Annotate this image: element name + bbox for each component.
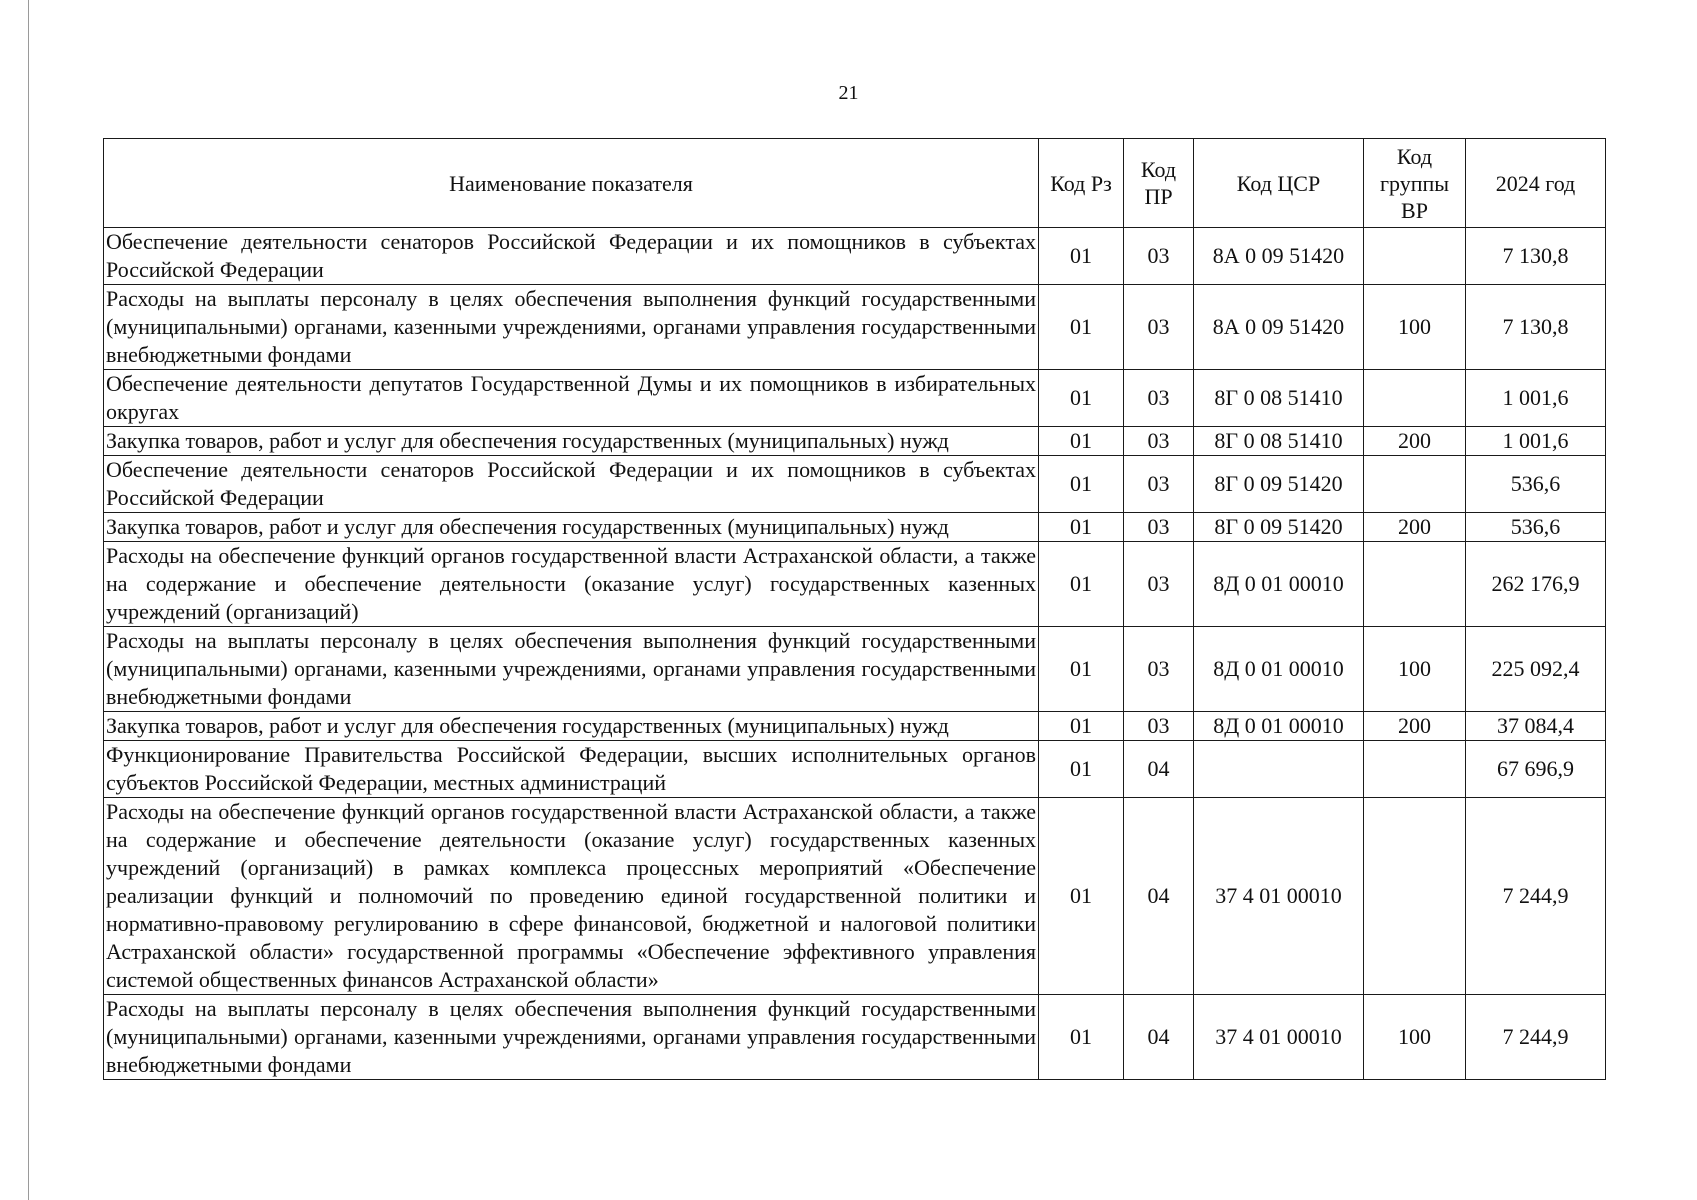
row-rz: 01 xyxy=(1039,513,1124,542)
row-pr: 03 xyxy=(1124,370,1194,427)
row-pr: 03 xyxy=(1124,627,1194,712)
row-pr: 03 xyxy=(1124,712,1194,741)
row-csr: 8Г 0 09 51420 xyxy=(1194,456,1364,513)
row-pr: 03 xyxy=(1124,542,1194,627)
row-vr xyxy=(1364,370,1466,427)
row-amount: 1 001,6 xyxy=(1466,427,1606,456)
budget-table xyxy=(103,138,1606,1080)
row-rz: 01 xyxy=(1039,285,1124,370)
row-rz: 01 xyxy=(1039,542,1124,627)
table-row xyxy=(104,798,1606,995)
row-vr xyxy=(1364,456,1466,513)
row-name: Обеспечение деятельности сенаторов Российской Федерации и их помощников в субъектах Российской Федерации xyxy=(104,228,1039,285)
row-pr: 04 xyxy=(1124,995,1194,1080)
row-vr xyxy=(1364,798,1466,995)
table-header-row xyxy=(104,139,1606,228)
row-pr: 03 xyxy=(1124,285,1194,370)
page-number: 21 xyxy=(838,82,859,104)
row-name: Закупка товаров, работ и услуг для обеспечения государственных (муниципальных) нужд xyxy=(104,712,1039,741)
row-amount: 7 130,8 xyxy=(1466,228,1606,285)
row-pr: 03 xyxy=(1124,513,1194,542)
table-row xyxy=(104,370,1606,427)
header-pr: Код ПР xyxy=(1124,139,1194,228)
row-amount: 1 001,6 xyxy=(1466,370,1606,427)
row-amount: 7 130,8 xyxy=(1466,285,1606,370)
row-name: Расходы на обеспечение функций органов государственной власти Астраханской области, а также на содержание и обеспечение деятельности (оказание услуг) государственных казенных учреждений (организаций) в рамках комплекса процессных мероприятий «Обеспечение реализации функций и полномочий по проведению единой государственной политики и нормативно-правовому регулированию в сфере финансовой, бюджетной и налоговой политики Астраханской области» государственной программы «Обеспечение эффективного управления системой общественных финансов Астраханской области» xyxy=(104,798,1039,995)
row-name: Функционирование Правительства Российской Федерации, высших исполнительных органов субъектов Российской Федерации, местных администраций xyxy=(104,741,1039,798)
row-vr: 100 xyxy=(1364,285,1466,370)
row-name: Расходы на обеспечение функций органов государственной власти Астраханской области, а также на содержание и обеспечение деятельности (оказание услуг) государственных казенных учреждений (организаций) xyxy=(104,542,1039,627)
row-csr: 8Г 0 08 51410 xyxy=(1194,370,1364,427)
row-pr: 03 xyxy=(1124,456,1194,513)
row-amount: 262 176,9 xyxy=(1466,542,1606,627)
row-csr: 8А 0 09 51420 xyxy=(1194,285,1364,370)
row-name: Закупка товаров, работ и услуг для обеспечения государственных (муниципальных) нужд xyxy=(104,513,1039,542)
row-rz: 01 xyxy=(1039,370,1124,427)
row-csr: 37 4 01 00010 xyxy=(1194,798,1364,995)
row-rz: 01 xyxy=(1039,627,1124,712)
row-rz: 01 xyxy=(1039,456,1124,513)
table-row xyxy=(104,627,1606,712)
row-csr: 8А 0 09 51420 xyxy=(1194,228,1364,285)
row-csr: 8Д 0 01 00010 xyxy=(1194,712,1364,741)
table-row xyxy=(104,228,1606,285)
row-rz: 01 xyxy=(1039,798,1124,995)
row-amount: 7 244,9 xyxy=(1466,995,1606,1080)
row-csr: 8Г 0 09 51420 xyxy=(1194,513,1364,542)
table-row xyxy=(104,456,1606,513)
row-vr: 100 xyxy=(1364,627,1466,712)
table-row xyxy=(104,513,1606,542)
row-name: Расходы на выплаты персоналу в целях обеспечения выполнения функций государственными (муниципальными) органами, казенными учреждениями, органами управления государственными внебюджетными фондами xyxy=(104,995,1039,1080)
row-csr: 37 4 01 00010 xyxy=(1194,995,1364,1080)
header-name: Наименование показателя xyxy=(104,139,1039,228)
header-year: 2024 год xyxy=(1466,139,1606,228)
row-amount: 225 092,4 xyxy=(1466,627,1606,712)
row-csr xyxy=(1194,741,1364,798)
row-vr xyxy=(1364,228,1466,285)
row-pr: 04 xyxy=(1124,798,1194,995)
row-name: Обеспечение деятельности депутатов Государственной Думы и их помощников в избирательных округах xyxy=(104,370,1039,427)
row-name: Закупка товаров, работ и услуг для обеспечения государственных (муниципальных) нужд xyxy=(104,427,1039,456)
row-pr: 03 xyxy=(1124,427,1194,456)
row-vr xyxy=(1364,741,1466,798)
header-csr: Код ЦСР xyxy=(1194,139,1364,228)
row-vr: 100 xyxy=(1364,995,1466,1080)
row-vr xyxy=(1364,542,1466,627)
table-row xyxy=(104,741,1606,798)
row-csr: 8Д 0 01 00010 xyxy=(1194,542,1364,627)
row-pr: 03 xyxy=(1124,228,1194,285)
table-row xyxy=(104,542,1606,627)
row-rz: 01 xyxy=(1039,995,1124,1080)
row-amount: 37 084,4 xyxy=(1466,712,1606,741)
row-csr: 8Г 0 08 51410 xyxy=(1194,427,1364,456)
row-amount: 536,6 xyxy=(1466,513,1606,542)
scan-edge-line xyxy=(28,0,29,1200)
row-rz: 01 xyxy=(1039,741,1124,798)
row-csr: 8Д 0 01 00010 xyxy=(1194,627,1364,712)
table-row xyxy=(104,427,1606,456)
row-pr: 04 xyxy=(1124,741,1194,798)
row-amount: 67 696,9 xyxy=(1466,741,1606,798)
row-name: Расходы на выплаты персоналу в целях обеспечения выполнения функций государственными (муниципальными) органами, казенными учреждениями, органами управления государственными внебюджетными фондами xyxy=(104,285,1039,370)
row-name: Расходы на выплаты персоналу в целях обеспечения выполнения функций государственными (муниципальными) органами, казенными учреждениями, органами управления государственными внебюджетными фондами xyxy=(104,627,1039,712)
row-rz: 01 xyxy=(1039,427,1124,456)
row-vr: 200 xyxy=(1364,513,1466,542)
row-rz: 01 xyxy=(1039,712,1124,741)
row-vr: 200 xyxy=(1364,427,1466,456)
row-vr: 200 xyxy=(1364,712,1466,741)
table-row xyxy=(104,285,1606,370)
header-vr: Код группы ВР xyxy=(1364,139,1466,228)
row-amount: 536,6 xyxy=(1466,456,1606,513)
row-rz: 01 xyxy=(1039,228,1124,285)
table-row xyxy=(104,995,1606,1080)
row-amount: 7 244,9 xyxy=(1466,798,1606,995)
table-row xyxy=(104,712,1606,741)
row-name: Обеспечение деятельности сенаторов Российской Федерации и их помощников в субъектах Российской Федерации xyxy=(104,456,1039,513)
header-rz: Код Рз xyxy=(1039,139,1124,228)
